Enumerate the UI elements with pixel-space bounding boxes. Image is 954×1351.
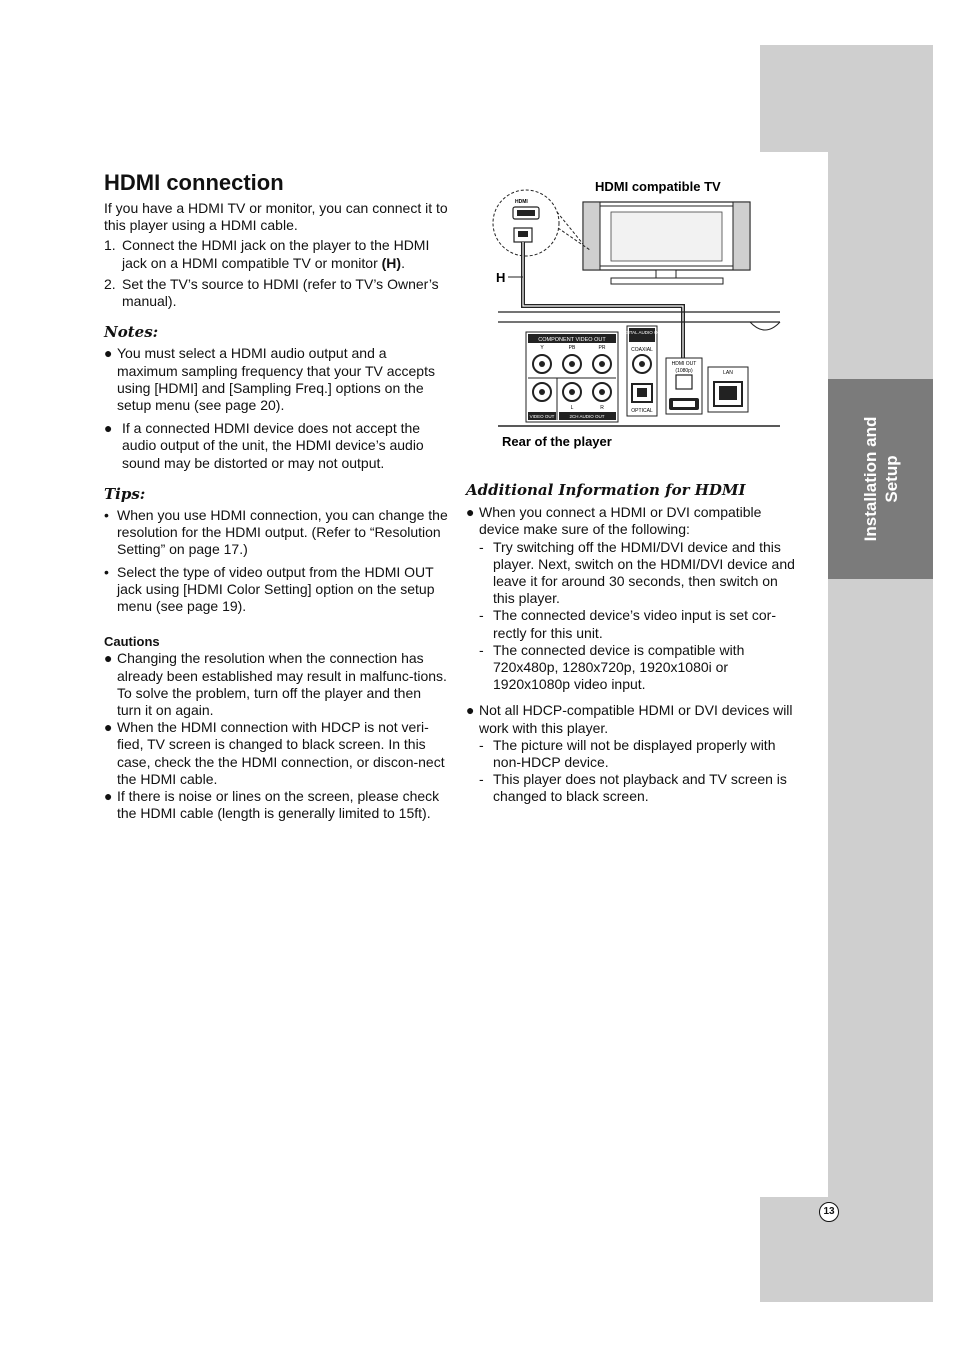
- tv-illustration: [583, 202, 750, 284]
- component-label: COMPONENT VIDEO OUT: [538, 337, 606, 343]
- hdmi-port-label: HDMI: [515, 199, 528, 205]
- caution-item: [104, 788, 449, 822]
- tip-text: Select the type of video output from the HDMI OUT jack using [HDMI Color Setting] option on the setup menu (see page 19).: [117, 563, 435, 615]
- connection-diagram: [480, 172, 785, 462]
- step-number: 2.: [104, 275, 116, 292]
- additional-subitem: [479, 642, 802, 694]
- cautions-heading: Cautions: [104, 634, 160, 650]
- tips-heading: Tips:: [104, 484, 146, 503]
- caution-text: If there is noise or lines on the screen, please check the HDMI cable (length is generally limited to 15ft).: [117, 788, 440, 822]
- cable-label-h: H: [496, 270, 506, 285]
- component-y-label: Y: [540, 345, 544, 351]
- dash-icon: -: [479, 641, 484, 658]
- component-pr-label: PR: [598, 345, 606, 351]
- digital-audio-label: DIGITAL AUDIO OUT: [620, 330, 664, 335]
- bullet-icon: ●: [104, 788, 113, 805]
- bullet-icon: •: [104, 563, 109, 580]
- caution-text: Changing the resolution when the connection has already been established may result in malfunc-tions. To solve the problem, turn off the player and then turn it on again.: [117, 650, 447, 719]
- page-number: 13: [819, 1202, 839, 1222]
- audio-out-label: 2CH AUDIO OUT: [569, 414, 605, 419]
- additional-subitem: [479, 771, 802, 805]
- tip-text: When you use HDMI connection, you can change the resolution for the HDMI output. (Refer to “Resolution Setting” on page 17.): [117, 507, 448, 558]
- player-illustration: [498, 312, 780, 426]
- subitem-text: The picture will not be displayed properly with non-HDCP device.: [493, 736, 776, 771]
- additional-subitem: [479, 607, 802, 641]
- audio-r-label: R: [600, 405, 604, 411]
- audio-l-label: L: [570, 405, 574, 411]
- caution-text: When the HDMI connection with HDCP is not veri-fied, TV screen is changed to black screen. In this case, check the the HDMI connection, or discon-nect the HDMI cable.: [117, 719, 445, 787]
- step-number: 1.: [104, 237, 116, 254]
- bullet-icon: ●: [104, 345, 113, 362]
- lan-label: LAN: [723, 370, 733, 376]
- subitem-text: The connected device’s video input is set cor-rectly for this unit.: [493, 607, 777, 641]
- hdmi-out-sublabel: (1080p): [675, 368, 693, 374]
- video-out-label: VIDEO OUT: [529, 414, 555, 419]
- side-strip-top: [760, 45, 933, 152]
- page-title: HDMI connection: [104, 170, 284, 195]
- additional-subitem: [479, 539, 802, 608]
- step-2: [104, 276, 449, 310]
- note-item: [104, 345, 449, 414]
- tip-item: [104, 507, 449, 559]
- side-strip-bottom: [760, 1197, 933, 1302]
- tip-item: [104, 564, 449, 616]
- bullet-icon: ●: [104, 420, 113, 437]
- subitem-text: The connected device is compatible with 720x480p, 1280x720p, 1920x1080i or 1920x1080p video input.: [493, 641, 745, 693]
- step-1: [104, 237, 449, 271]
- coaxial-label: COAXIAL: [631, 347, 653, 353]
- dash-icon: -: [479, 771, 484, 788]
- additional-subitem: [479, 737, 802, 771]
- step-ref: (H): [381, 254, 402, 271]
- additional-item: [466, 702, 802, 736]
- section-tab: [828, 379, 933, 579]
- section-tab-label: [828, 379, 933, 579]
- caution-item: [104, 719, 449, 788]
- player-label: Rear of the player: [502, 434, 612, 449]
- right-column: [466, 482, 802, 806]
- dash-icon: -: [479, 607, 484, 624]
- subitem-text: Try switching off the HDMI/DVI device and this player. Next, switch on the HDMI/DVI device and leave it for around 30 seconds, then switch on this player.: [493, 538, 795, 607]
- note-item: [104, 420, 449, 472]
- additional-text: When you connect a HDMI or DVI compatible device make sure of the following:: [479, 504, 762, 538]
- dash-icon: -: [479, 538, 484, 555]
- additional-item: [466, 504, 802, 538]
- note-text: If a connected HDMI device does not accept the audio output of the unit, the HDMI device’s audio sound may be distorted or may not output.: [122, 420, 424, 471]
- additional-heading: Additional Information for HDMI: [466, 481, 746, 499]
- bullet-icon: ●: [104, 650, 113, 667]
- section-tab-line2: Setup: [881, 455, 901, 503]
- additional-text: Not all HDCP-compatible HDMI or DVI devices will work with this player.: [479, 702, 793, 736]
- bullet-icon: •: [104, 507, 109, 524]
- step-text-end: .: [401, 254, 405, 271]
- dash-icon: -: [479, 736, 484, 753]
- optical-label: OPTICAL: [631, 408, 653, 414]
- intro-text: If you have a HDMI TV or monitor, you can connect it to this player using a HDMI cable.: [104, 200, 448, 234]
- hdmi-port-zoom: [493, 190, 590, 256]
- section-tab-line1: Installation and: [860, 416, 880, 542]
- step-text: Set the TV’s source to HDMI (refer to TV’s Owner’s manual).: [122, 275, 439, 310]
- caution-item: [104, 650, 449, 719]
- subitem-text: This player does not playback and TV screen is changed to black screen.: [493, 771, 787, 805]
- side-strip: [828, 152, 933, 1198]
- tv-label: HDMI compatible TV: [595, 179, 721, 194]
- notes-heading: Notes:: [104, 323, 159, 342]
- hdmi-out-label: HDMI OUT: [671, 361, 697, 367]
- step-text: Connect the HDMI jack on the player to the HDMI jack on a HDMI compatible TV or monitor: [122, 237, 430, 271]
- bullet-icon: ●: [466, 504, 475, 521]
- note-text: You must select a HDMI audio output and a maximum sampling frequency that your TV accepts using [HDMI] and [Sampling Freq.] options on the setup menu (see page 20).: [117, 345, 435, 414]
- component-pb-label: PB: [568, 345, 576, 351]
- bullet-icon: ●: [466, 702, 475, 719]
- left-column: [104, 200, 449, 823]
- bullet-icon: ●: [104, 719, 113, 736]
